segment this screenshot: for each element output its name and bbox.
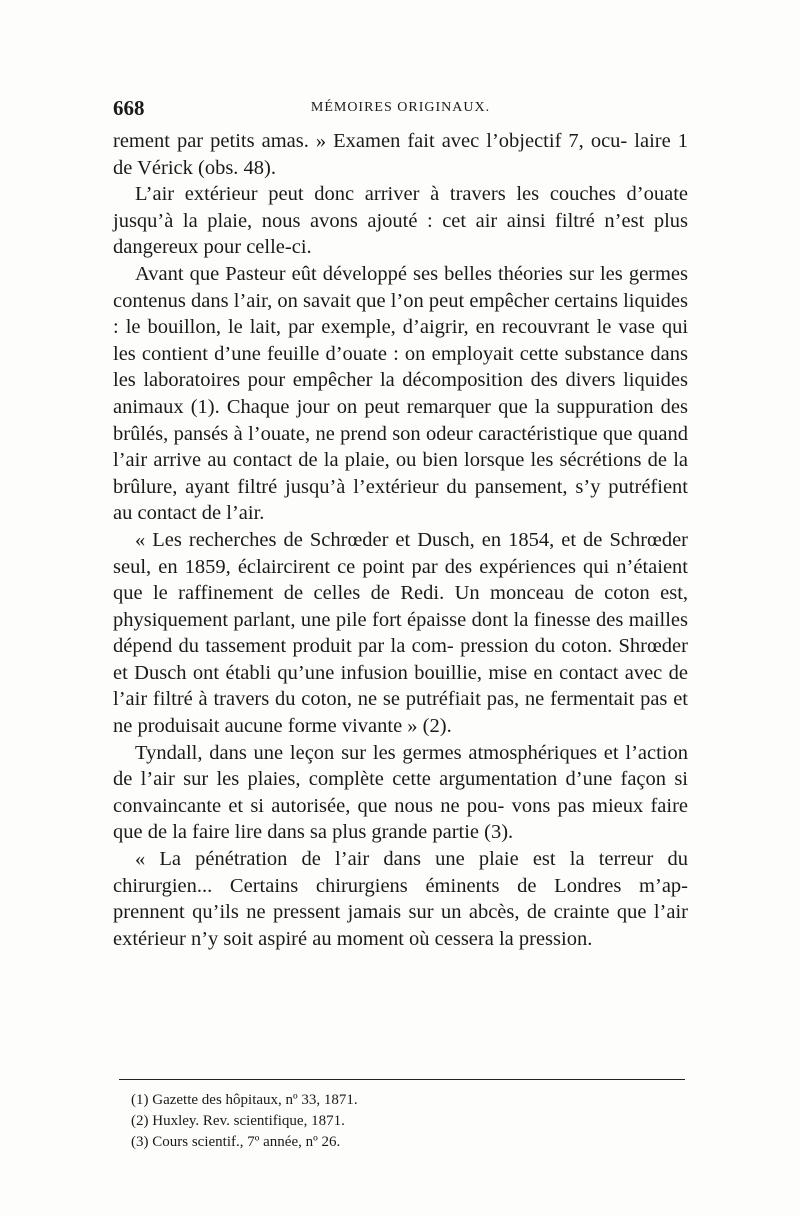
paragraph [113, 261, 688, 527]
text-line: putréfient au contact de l’air. [113, 475, 688, 525]
text-line: « La pénétration de l’air dans une plaie est la terreur du [135, 848, 688, 871]
text-line: germes contenus dans l’air, on savait que l’on peut empêcher [113, 262, 689, 312]
text-line: l’action de l’air sur les plaies, complète cette argumentation [113, 741, 688, 791]
text-line: jusqu’à la plaie, nous avons ajouté : cet air ainsi filtré n’est plus [113, 209, 688, 232]
text-line: forme vivante » (2). [287, 715, 452, 738]
text-line: d’une façon si convaincante et si autorisée, que nous ne pou- [113, 768, 689, 817]
text-line: bouillie, mise en contact avec de l’air filtré à travers du coton, [113, 661, 689, 711]
footnote: (2) Huxley. Rev. scientifique, 1871. [131, 1113, 345, 1129]
paragraph [113, 181, 688, 261]
text-line: laire 1 de Vérick (obs. 48). [113, 130, 688, 179]
text-line: chirurgien... Certains chirurgiens éminents de Londres m’ap- [113, 874, 688, 897]
text-line: de coton est, physiquement parlant, une pile fort épaisse dont [113, 582, 689, 631]
text-line: recouvrant le vase qui les contient d’une feuille d’ouate : on [113, 316, 689, 365]
paragraph [113, 740, 688, 846]
text-line: la brûlure, ayant filtré jusqu’à l’extérieur du pansement, s’y [113, 449, 688, 498]
text-line: Tyndall, dans une leçon sur les germes atmosphériques et [135, 741, 619, 764]
running-head: MÉMOIRES ORIGINAUX. [310, 100, 491, 115]
text-line: prennent qu’ils ne pressent jamais sur un abcès, de crainte que [113, 901, 647, 924]
paragraph [113, 846, 688, 952]
text-line: l’ouate, ne prend son odeur caractéristique que quand l’air [113, 422, 688, 472]
footnote: (3) Cours scientif., 7º année, nº 26. [131, 1134, 341, 1150]
text-line: on peut remarquer que la suppuration des brûlés, pansés à [113, 395, 689, 445]
text-line: partie (3). [432, 821, 514, 844]
footnote: (1) Gazette des hôpitaux, nº 33, 1871. [131, 1092, 358, 1108]
text-line: qui n’étaient que le raffinement de celles de Redi. Un monceau [113, 555, 689, 605]
text-line: Avant que Pasteur eût développé ses belles théories sur les [135, 262, 623, 285]
text-line: la décomposition des divers liquides animaux (1). Chaque jour [113, 369, 688, 418]
body-text [113, 128, 688, 952]
text-line: Schrœder seul, en 1859, éclaircirent ce point par des expériences [113, 528, 688, 578]
paragraph [113, 128, 688, 181]
footnotes [131, 1090, 651, 1153]
paragraph [113, 527, 688, 740]
text-line: ne se putréfiait pas, ne fermentait pas et ne produisait aucune [113, 688, 688, 738]
text-line: dangereux pour celle-ci. [113, 236, 312, 259]
page-number: 668 [113, 96, 145, 120]
text-line: la finesse des mailles dépend du tassement produit par la com- [113, 608, 688, 658]
text-line: « Les recherches de Schrœder et Dusch, en 1854, et de [135, 528, 603, 551]
text-line: arrive au contact de la plaie, ou bien lorsque les sécrétions de [153, 449, 668, 472]
text-line: employait cette substance dans les laboratoires pour empêcher [113, 342, 688, 392]
text-line: rement par petits amas. » Examen fait avec l’objectif 7, ocu- [113, 130, 628, 152]
text-line: l’air extérieur n’y soit aspiré au moment où cessera la pression. [113, 901, 688, 950]
page-header [113, 96, 688, 126]
text-line: certains liquides : le bouillon, le lait, par exemple, d’aigrir, en [113, 289, 689, 339]
text-line: L’air extérieur peut donc arriver à travers les couches d’ouate [135, 183, 688, 206]
text-line: vons pas mieux faire que de la faire lire dans sa plus grande [113, 794, 688, 844]
footnote-divider [119, 1079, 685, 1080]
text-line: pression du coton. Shrœder et Dusch ont établi qu’une infusion [113, 635, 688, 684]
